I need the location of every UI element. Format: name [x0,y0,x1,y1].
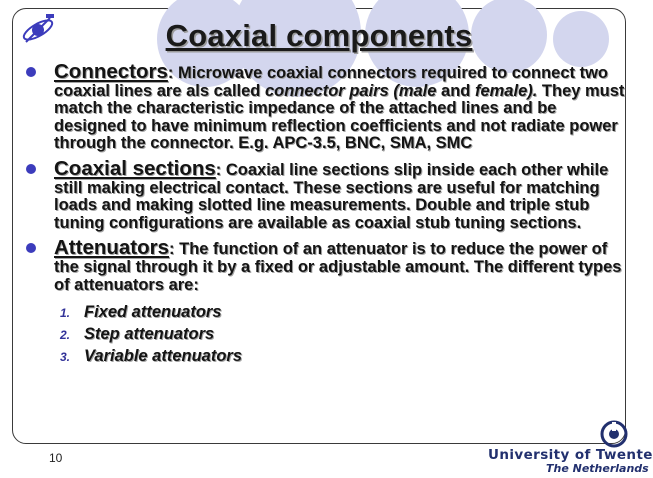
list-label: Fixed attenuators [84,303,222,322]
list-item [24,345,626,367]
bullet-dot [26,243,36,253]
bullet-coaxial-sections [24,156,626,232]
bullet-text: : Microwave coaxial connectors required to connect two coaxial lines are als called [54,64,609,100]
bullet-dot [26,164,36,174]
slide-title: Coaxial components [165,18,473,53]
page-number: 10 [49,451,63,465]
bullet-text: : Coaxial line sections slip inside each other while still making electrical contact. These sections are useful for matching loads and making slotted line measurements. Double and triple stub tuning configurations are available as coaxial stub tuning sections. [54,160,609,232]
bullet-heading: Coaxial sections [54,156,216,180]
list-item [24,323,626,345]
bullet-text: They must match the characteristic impedance of the attached lines and be designed to have minimum reflection coefficients and not radiate power through the connector. E.g. APC-3.5, BNC, SMA, SMC [54,81,625,153]
list-number: 1. [60,306,71,321]
list-label: Variable attenuators [84,347,243,366]
list-item [24,301,626,323]
university-name: University of Twente [488,447,653,463]
bullet-text: : The function of an attenuator is to reduce the power of the signal through it by a fixed or adjustable amount. The different types of attenuators are: [54,240,622,294]
university-country: The Netherlands [546,462,649,475]
bullet-text-italic: female). [474,81,538,100]
list-number: 3. [60,350,71,365]
bullet-text-italic: connector pairs (male [264,81,437,100]
list-label: Step attenuators [84,325,215,344]
bullet-dot [26,67,36,77]
university-logo-icon [600,420,628,448]
bullet-heading: Attenuators [54,236,170,260]
list-number: 2. [60,328,71,343]
bullet-connectors [24,60,626,153]
bullet-text: and [436,81,475,100]
bullet-heading: Connectors [54,60,168,83]
slide-content [24,60,626,367]
bullet-attenuators [24,236,626,294]
